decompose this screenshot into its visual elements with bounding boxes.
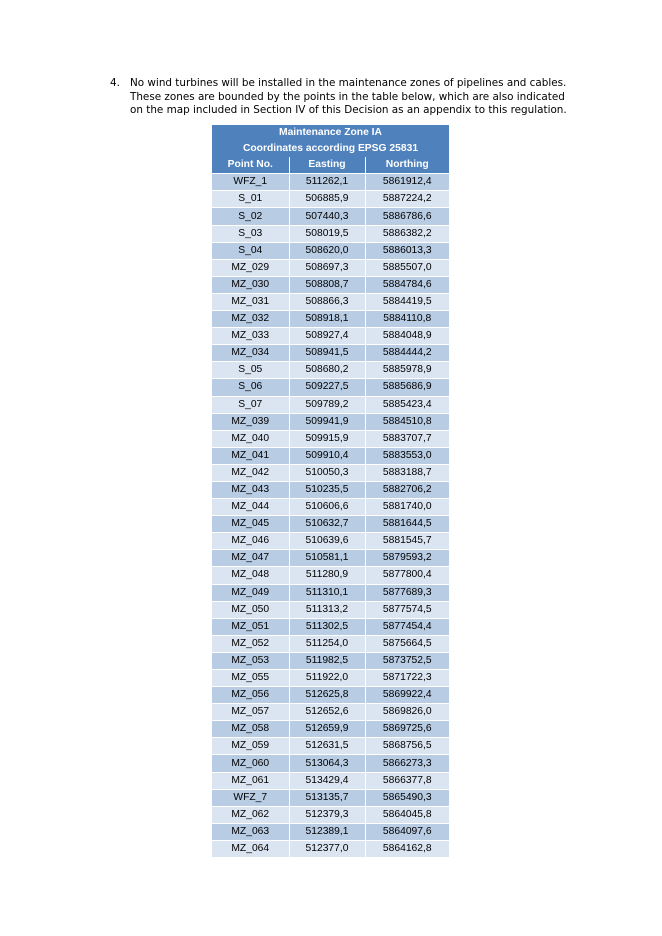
cell-easting: 509910,4 (289, 447, 365, 464)
cell-easting: 509941,9 (289, 413, 365, 430)
cell-point-no: S_02 (212, 208, 289, 225)
cell-northing: 5881545,7 (365, 533, 449, 550)
table-row (212, 772, 449, 789)
cell-easting: 508941,5 (289, 345, 365, 362)
cell-point-no: MZ_034 (212, 345, 289, 362)
cell-point-no: MZ_049 (212, 584, 289, 601)
table-row (212, 328, 449, 345)
cell-easting: 512631,5 (289, 738, 365, 755)
cell-point-no: S_07 (212, 396, 289, 413)
cell-easting: 510606,6 (289, 499, 365, 516)
cell-easting: 508866,3 (289, 293, 365, 310)
cell-northing: 5883188,7 (365, 464, 449, 481)
cell-northing: 5869826,0 (365, 704, 449, 721)
cell-easting: 507440,3 (289, 208, 365, 225)
cell-northing: 5885978,9 (365, 362, 449, 379)
cell-northing: 5877800,4 (365, 567, 449, 584)
cell-point-no: MZ_042 (212, 464, 289, 481)
cell-point-no: MZ_029 (212, 259, 289, 276)
cell-northing: 5884419,5 (365, 293, 449, 310)
cell-point-no: S_05 (212, 362, 289, 379)
table-row (212, 704, 449, 721)
cell-northing: 5866377,8 (365, 772, 449, 789)
cell-point-no: MZ_031 (212, 293, 289, 310)
cell-point-no: MZ_056 (212, 687, 289, 704)
cell-northing: 5886786,6 (365, 208, 449, 225)
cell-northing: 5877574,5 (365, 601, 449, 618)
cell-easting: 509789,2 (289, 396, 365, 413)
table-row (212, 242, 449, 259)
cell-northing: 5884510,8 (365, 413, 449, 430)
cell-easting: 512379,3 (289, 806, 365, 823)
cell-easting: 511254,0 (289, 635, 365, 652)
cell-point-no: MZ_052 (212, 635, 289, 652)
cell-point-no: MZ_044 (212, 499, 289, 516)
cell-point-no: S_01 (212, 191, 289, 208)
table-row (212, 430, 449, 447)
table-row (212, 362, 449, 379)
cell-point-no: MZ_059 (212, 738, 289, 755)
table-row (212, 840, 449, 857)
cell-northing: 5886013,3 (365, 242, 449, 259)
table-row (212, 738, 449, 755)
paragraph-text: No wind turbines will be installed in the maintenance zones of pipelines and cables. These zones are bounded by the points in the table below, which are also indicated on the map included in Section IV of this Decision as an appendix to this regulation. (130, 77, 567, 117)
cell-northing: 5887224,2 (365, 191, 449, 208)
cell-easting: 508808,7 (289, 276, 365, 293)
table-row (212, 533, 449, 550)
cell-easting: 510632,7 (289, 516, 365, 533)
cell-northing: 5864045,8 (365, 806, 449, 823)
cell-easting: 511313,2 (289, 601, 365, 618)
table-row (212, 345, 449, 362)
cell-easting: 513135,7 (289, 789, 365, 806)
table-row (212, 516, 449, 533)
cell-easting: 510050,3 (289, 464, 365, 481)
table-row (212, 584, 449, 601)
table-row (212, 174, 449, 191)
cell-northing: 5871722,3 (365, 670, 449, 687)
cell-easting: 510235,5 (289, 481, 365, 498)
cell-northing: 5866273,3 (365, 755, 449, 772)
cell-point-no: S_06 (212, 379, 289, 396)
cell-northing: 5869922,4 (365, 687, 449, 704)
cell-point-no: MZ_033 (212, 328, 289, 345)
cell-point-no: MZ_057 (212, 704, 289, 721)
cell-point-no: MZ_030 (212, 276, 289, 293)
column-header-easting: Easting (289, 157, 365, 174)
table-row (212, 293, 449, 310)
cell-point-no: MZ_055 (212, 670, 289, 687)
cell-easting: 511922,0 (289, 670, 365, 687)
table-row (212, 396, 449, 413)
table-row (212, 208, 449, 225)
cell-point-no: MZ_053 (212, 652, 289, 669)
cell-easting: 511280,9 (289, 567, 365, 584)
cell-point-no: MZ_039 (212, 413, 289, 430)
table-row (212, 464, 449, 481)
cell-northing: 5873752,5 (365, 652, 449, 669)
cell-easting: 508918,1 (289, 311, 365, 328)
cell-point-no: MZ_064 (212, 840, 289, 857)
cell-point-no: MZ_048 (212, 567, 289, 584)
table-row (212, 823, 449, 840)
cell-point-no: MZ_043 (212, 481, 289, 498)
cell-easting: 506885,9 (289, 191, 365, 208)
cell-northing: 5879593,2 (365, 550, 449, 567)
table-row (212, 499, 449, 516)
table-row (212, 311, 449, 328)
cell-easting: 509227,5 (289, 379, 365, 396)
table-subtitle: Coordinates according EPSG 25831 (212, 141, 449, 157)
cell-northing: 5864097,6 (365, 823, 449, 840)
maintenance-zone-table (212, 125, 449, 857)
cell-northing: 5875664,5 (365, 635, 449, 652)
cell-easting: 511262,1 (289, 174, 365, 191)
cell-point-no: WFZ_7 (212, 789, 289, 806)
cell-easting: 511302,5 (289, 618, 365, 635)
paragraph-number: 4. (110, 77, 120, 89)
cell-easting: 511310,1 (289, 584, 365, 601)
cell-point-no: MZ_061 (212, 772, 289, 789)
cell-point-no: MZ_063 (212, 823, 289, 840)
table-row (212, 225, 449, 242)
cell-northing: 5868756,5 (365, 738, 449, 755)
cell-easting: 513064,3 (289, 755, 365, 772)
cell-northing: 5885686,9 (365, 379, 449, 396)
table-row (212, 379, 449, 396)
cell-northing: 5884110,8 (365, 311, 449, 328)
table-row (212, 635, 449, 652)
cell-easting: 510639,6 (289, 533, 365, 550)
cell-northing: 5884784,6 (365, 276, 449, 293)
table-row (212, 670, 449, 687)
table-row (212, 447, 449, 464)
cell-easting: 513429,4 (289, 772, 365, 789)
cell-northing: 5883707,7 (365, 430, 449, 447)
cell-northing: 5869725,6 (365, 721, 449, 738)
table-row (212, 481, 449, 498)
cell-point-no: MZ_045 (212, 516, 289, 533)
cell-easting: 509915,9 (289, 430, 365, 447)
cell-northing: 5881740,0 (365, 499, 449, 516)
cell-point-no: MZ_062 (212, 806, 289, 823)
table-row (212, 721, 449, 738)
table-row (212, 601, 449, 618)
cell-northing: 5881644,5 (365, 516, 449, 533)
cell-easting: 512659,9 (289, 721, 365, 738)
table-title: Maintenance Zone IA (212, 125, 449, 141)
cell-easting: 512625,8 (289, 687, 365, 704)
cell-northing: 5861912,4 (365, 174, 449, 191)
cell-easting: 508927,4 (289, 328, 365, 345)
paragraph-4 (110, 77, 580, 118)
cell-northing: 5877454,4 (365, 618, 449, 635)
cell-northing: 5865490,3 (365, 789, 449, 806)
column-header-northing: Northing (365, 157, 449, 174)
cell-point-no: MZ_032 (212, 311, 289, 328)
table-body (212, 174, 449, 857)
cell-northing: 5882706,2 (365, 481, 449, 498)
cell-point-no: MZ_040 (212, 430, 289, 447)
table-row (212, 550, 449, 567)
column-header-point-no: Point No. (212, 157, 289, 174)
cell-easting: 508697,3 (289, 259, 365, 276)
cell-easting: 508019,5 (289, 225, 365, 242)
cell-point-no: MZ_047 (212, 550, 289, 567)
cell-northing: 5886382,2 (365, 225, 449, 242)
table-row (212, 618, 449, 635)
cell-point-no: MZ_058 (212, 721, 289, 738)
table-row (212, 806, 449, 823)
cell-easting: 511982,5 (289, 652, 365, 669)
cell-point-no: MZ_051 (212, 618, 289, 635)
table-row (212, 652, 449, 669)
cell-northing: 5884048,9 (365, 328, 449, 345)
cell-easting: 510581,1 (289, 550, 365, 567)
cell-easting: 512377,0 (289, 840, 365, 857)
cell-point-no: MZ_046 (212, 533, 289, 550)
cell-northing: 5885507,0 (365, 259, 449, 276)
cell-point-no: MZ_060 (212, 755, 289, 772)
cell-point-no: MZ_050 (212, 601, 289, 618)
table-row (212, 755, 449, 772)
cell-easting: 508680,2 (289, 362, 365, 379)
cell-easting: 512652,6 (289, 704, 365, 721)
table-row (212, 687, 449, 704)
cell-northing: 5877689,3 (365, 584, 449, 601)
table-row (212, 191, 449, 208)
table-row (212, 276, 449, 293)
cell-easting: 512389,1 (289, 823, 365, 840)
column-header-row (212, 157, 449, 174)
cell-northing: 5883553,0 (365, 447, 449, 464)
table-row (212, 789, 449, 806)
cell-point-no: S_04 (212, 242, 289, 259)
cell-northing: 5885423,4 (365, 396, 449, 413)
cell-northing: 5884444,2 (365, 345, 449, 362)
table-row (212, 567, 449, 584)
cell-point-no: WFZ_1 (212, 174, 289, 191)
cell-northing: 5864162,8 (365, 840, 449, 857)
cell-easting: 508620,0 (289, 242, 365, 259)
table-row (212, 259, 449, 276)
table-row (212, 413, 449, 430)
cell-point-no: S_03 (212, 225, 289, 242)
cell-point-no: MZ_041 (212, 447, 289, 464)
